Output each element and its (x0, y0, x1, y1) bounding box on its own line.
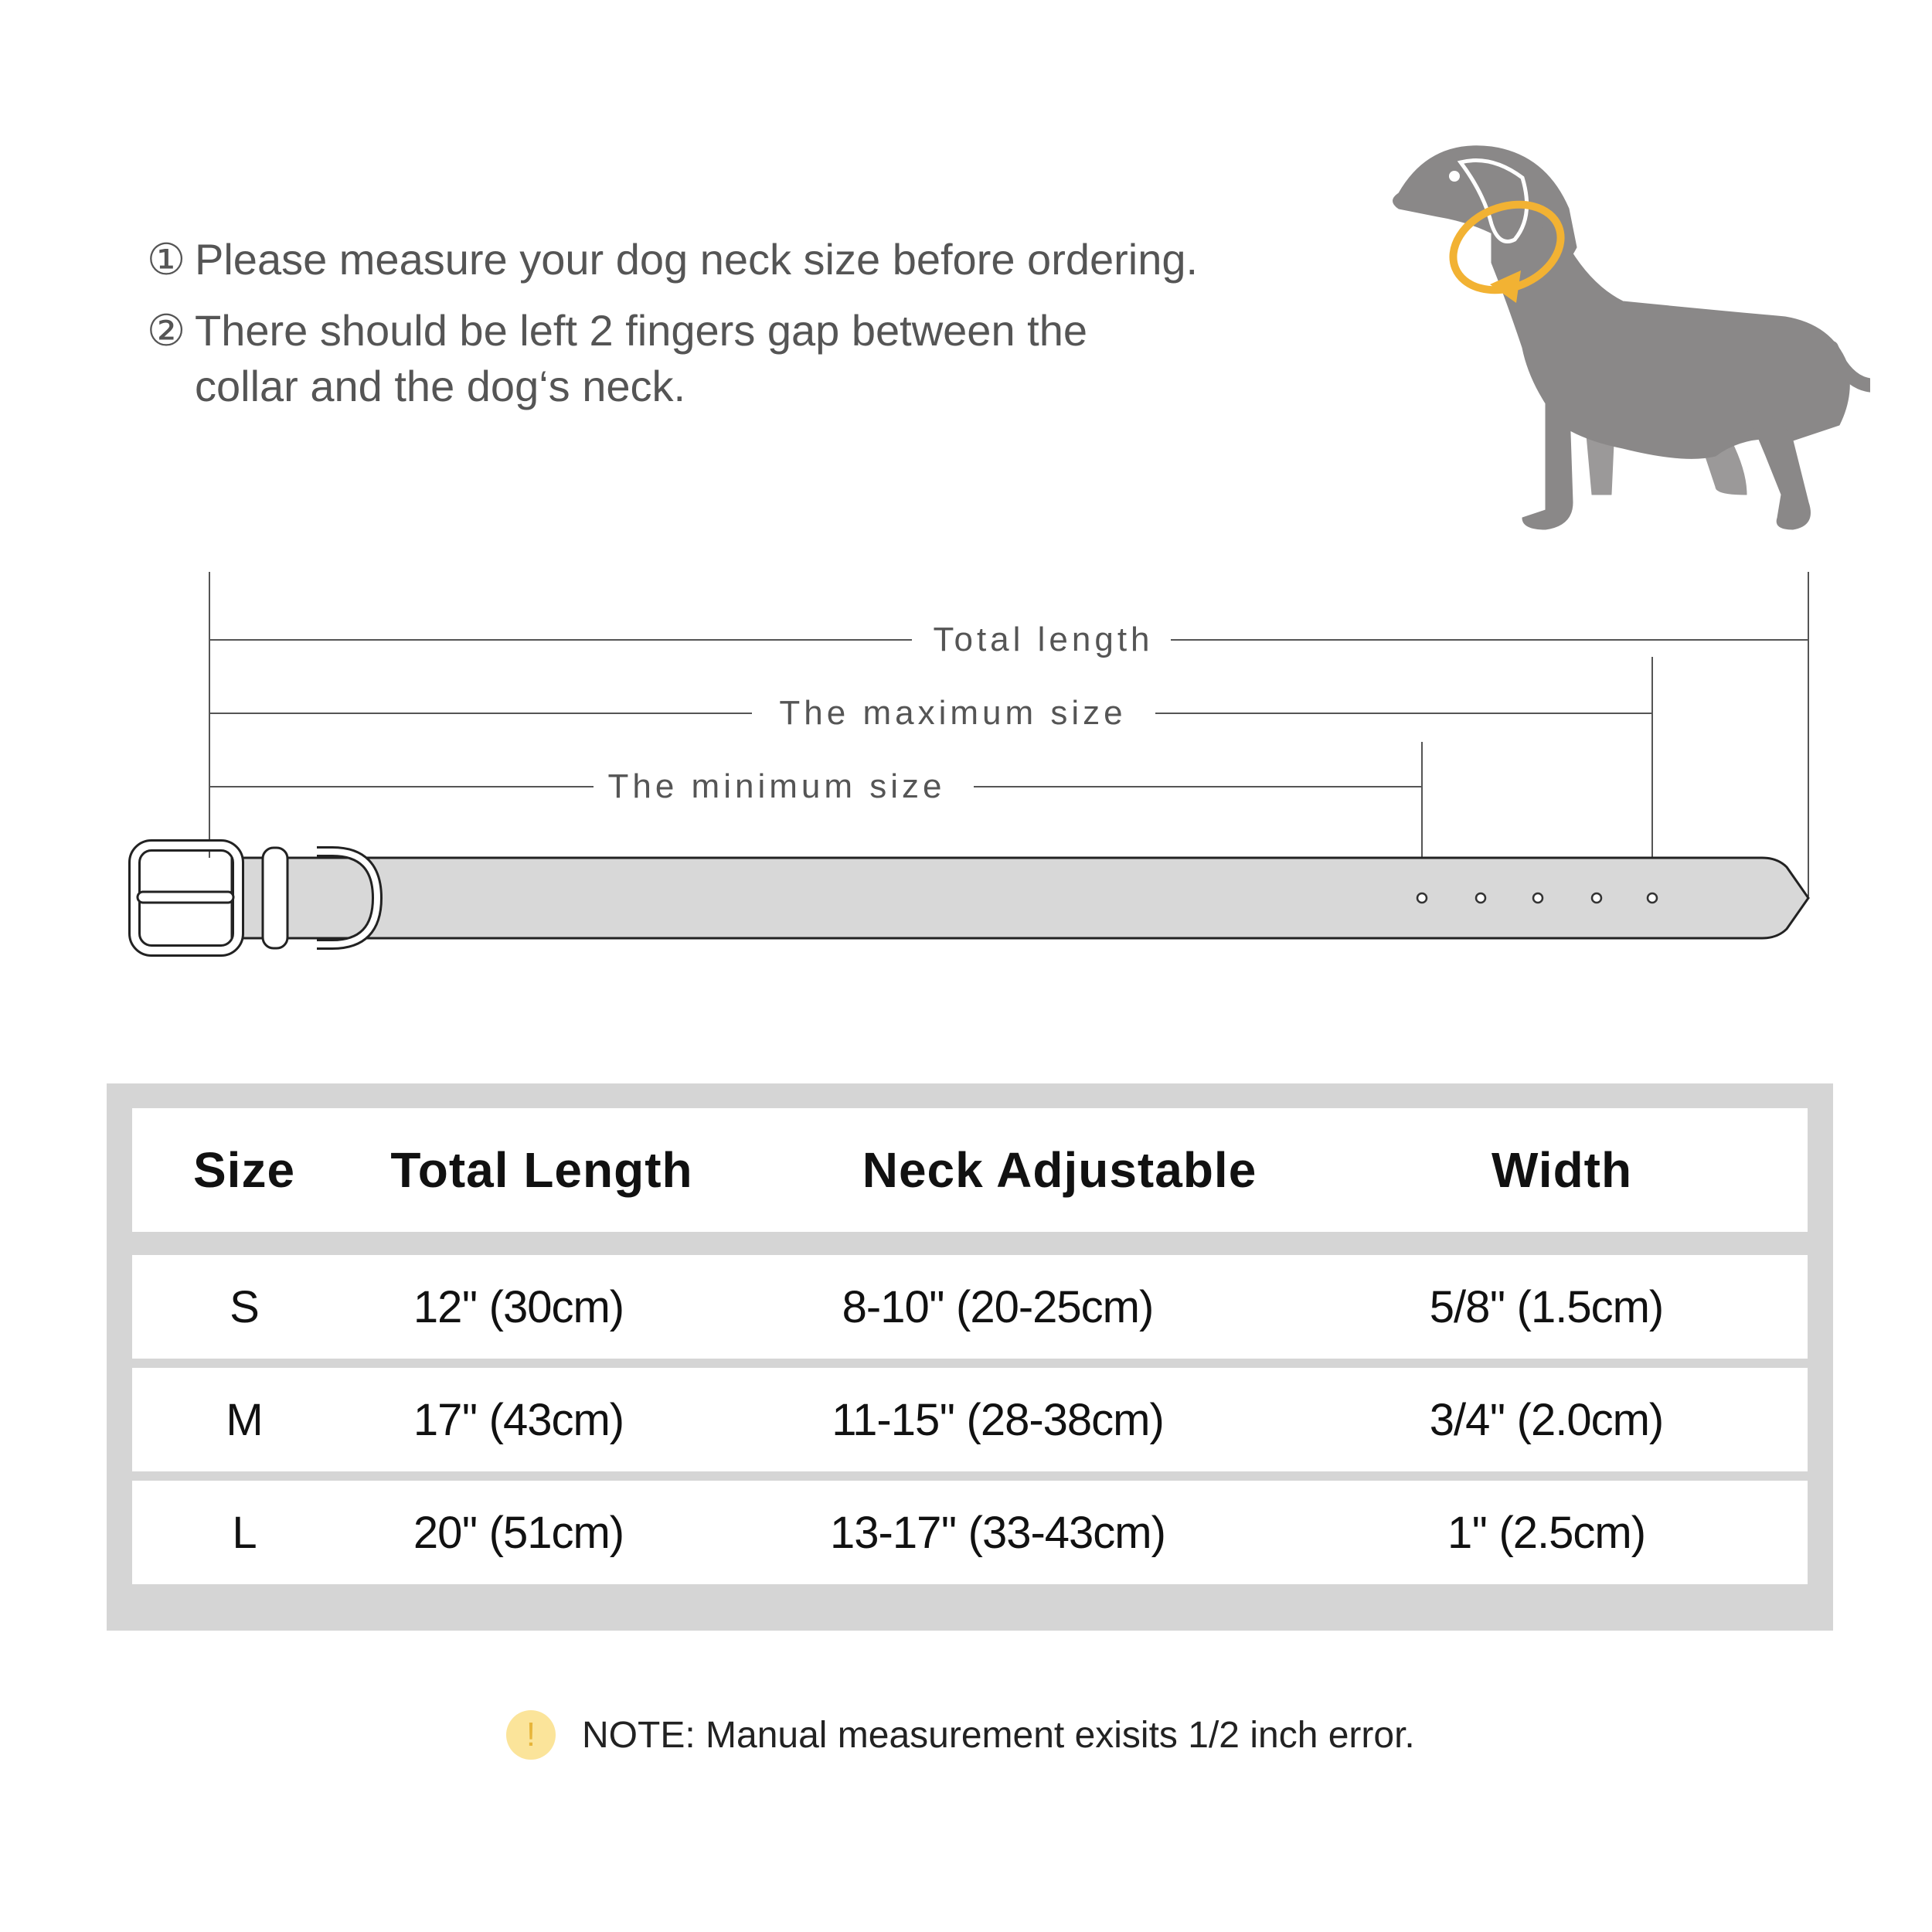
instruction-1-text: Please measure your dog neck size before ordering. (195, 235, 1199, 284)
cell-width: 5/8'' (1.5cm) (1429, 1281, 1664, 1332)
collar-strap (232, 858, 1808, 938)
table-row (132, 1255, 1808, 1359)
buckle-tongue (138, 892, 233, 903)
size-table (107, 1083, 1833, 1631)
instruction-1 (147, 232, 1198, 287)
cell-size: S (230, 1281, 259, 1332)
total-length-label: Total length (933, 621, 1154, 658)
dog-silhouette (1393, 146, 1871, 529)
collar-hole (1592, 893, 1601, 903)
table-row (132, 1481, 1808, 1584)
instruction-2-line1: There should be left 2 fingers gap between the (195, 306, 1087, 355)
cell-neck-adjustable: 8-10'' (20-25cm) (842, 1281, 1154, 1332)
max-size-label: The maximum size (779, 694, 1127, 732)
collar-diagram (0, 556, 1932, 989)
cell-neck-adjustable: 13-17'' (33-43cm) (830, 1507, 1165, 1558)
collar-hole (1533, 893, 1543, 903)
header-size: Size (192, 1142, 296, 1198)
collar-hole (1476, 893, 1485, 903)
table-row (132, 1368, 1808, 1471)
cell-total-length: 20'' (51cm) (413, 1507, 624, 1558)
dog-figure (1314, 131, 1870, 549)
cell-width: 3/4'' (2.0cm) (1429, 1394, 1664, 1445)
instruction-1-marker: ① (147, 235, 186, 284)
dog-eye (1449, 171, 1460, 182)
cell-size: L (232, 1507, 257, 1558)
note (506, 1709, 1415, 1760)
min-size-label: The minimum size (607, 767, 946, 805)
cell-neck-adjustable: 11-15'' (28-38cm) (832, 1394, 1164, 1445)
collar-hole (1648, 893, 1657, 903)
header-width: Width (1491, 1142, 1633, 1198)
instruction-2-marker: ② (147, 306, 186, 355)
cell-total-length: 12'' (30cm) (413, 1281, 624, 1332)
cell-size: M (226, 1394, 263, 1445)
cell-width: 1'' (2.5cm) (1447, 1507, 1646, 1558)
instruction-2-line2: collar and the dog‘s neck. (195, 362, 686, 410)
keeper-loop (263, 848, 287, 948)
cell-total-length: 17'' (43cm) (413, 1394, 624, 1445)
collar-hole (1417, 893, 1427, 903)
header-neck-adjustable: Neck Adjustable (862, 1142, 1257, 1198)
note-text: NOTE: Manual measurement exisits 1/2 inch error. (582, 1714, 1415, 1756)
table-header-row (132, 1108, 1808, 1232)
warning-icon: ! (506, 1710, 556, 1760)
instruction-2 (147, 303, 1087, 414)
header-total-length: Total Length (390, 1142, 693, 1198)
